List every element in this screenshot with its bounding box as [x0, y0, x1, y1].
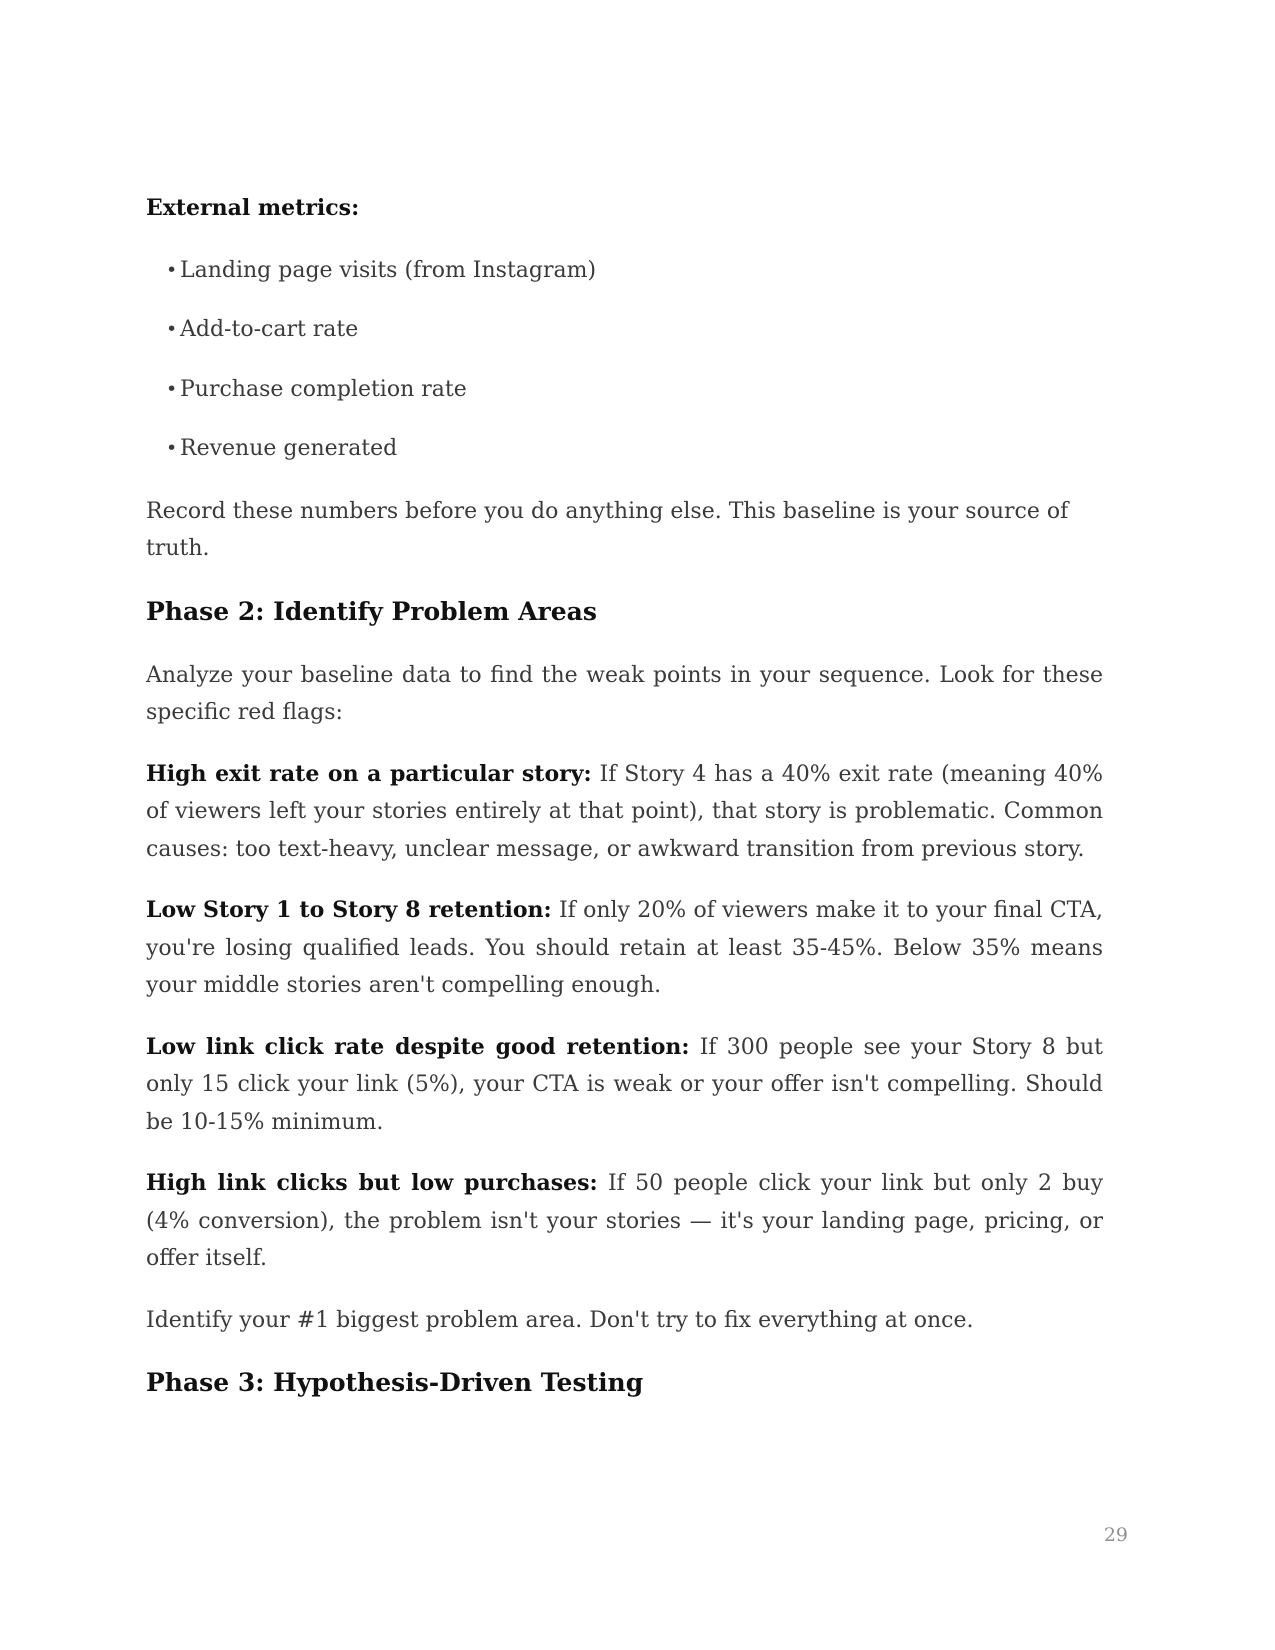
page-content — [146, 0, 1103, 1428]
list-item-text: Revenue generated — [180, 436, 398, 461]
heading-phase-3: Phase 3: Hypothesis-Driven Testing — [146, 1368, 644, 1397]
list-item-text: Landing page visits (from Instagram) — [180, 257, 597, 283]
flag-body-text: If 300 people see your Story 8 but only 15 click your link (5%), your CTA is weak or your offer isn't compelling. Should be 10-15% minimum. — [146, 1034, 1104, 1135]
flag-body-text: If Story 4 has a 40% exit rate (meaning 40% of viewers left your stories entirely at that point), that story is problematic. Common causes: too text-heavy, unclear message, or awkward transition from previous story. — [146, 761, 1104, 862]
list-item — [146, 371, 1103, 409]
flag-lead-text: Low link click rate despite good retention: — [146, 1033, 690, 1060]
flag-lead-text: High link clicks but low purchases: — [146, 1170, 598, 1196]
list-item — [146, 311, 1103, 349]
paragraph-flag-low-retention — [146, 892, 1103, 1005]
flag-body-text: If 50 people click your link but only 2 buy (4% conversion), the problem isn't your stories — it's your landing page, pricing, or offer itself. — [146, 1171, 1103, 1271]
section-heading-external-metrics — [146, 190, 1103, 228]
metrics-list — [146, 252, 1103, 468]
list-item — [146, 252, 1103, 290]
paragraph-analyze: Analyze your baseline data to find the weak points in your sequence. Look for these specific red flags: — [146, 662, 1103, 725]
paragraph-record-baseline: Record these numbers before you do anything else. This baseline is your source of truth. — [146, 498, 1069, 561]
heading-phase-2: Phase 2: Identify Problem Areas — [146, 596, 597, 626]
paragraph-identify-problem: Identify your #1 biggest problem area. Don't try to fix everything at once. — [146, 1307, 974, 1333]
list-item-text: Add-to-cart rate — [180, 317, 359, 342]
list-item-text: Purchase completion rate — [180, 376, 467, 402]
paragraph-flag-low-purchases — [146, 1165, 1103, 1278]
flag-body-text: If only 20% of viewers make it to your final CTA, you're losing qualified leads. You should retain at least 35-45%. Below 35% means your middle stories aren't compelling enough. — [146, 898, 1104, 998]
paragraph-flag-low-link-click-rate — [146, 1029, 1103, 1142]
page-number: 29 — [1103, 1524, 1128, 1546]
list-item — [146, 430, 1103, 468]
flag-lead-text: High exit rate on a particular story: — [146, 760, 592, 787]
external-metrics-label: External metrics: — [146, 195, 360, 221]
flag-lead-text: Low Story 1 to Story 8 retention: — [146, 897, 552, 923]
paragraph-flag-high-exit-rate — [146, 756, 1103, 869]
